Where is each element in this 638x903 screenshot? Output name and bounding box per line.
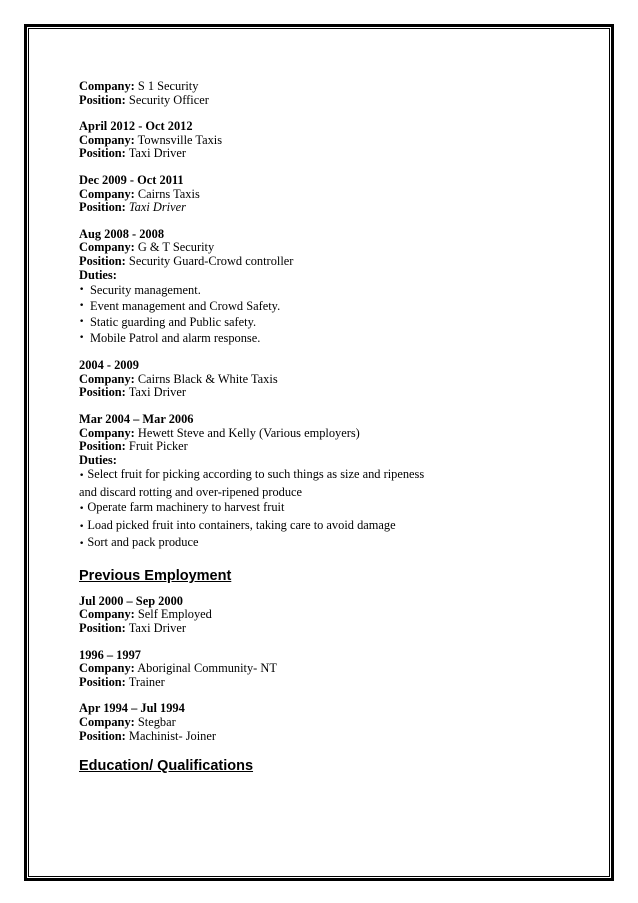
company-name: Self Employed (137, 607, 212, 622)
duty-text: Static guarding and Public safety. (90, 315, 257, 330)
duty-text: Event management and Crowd Safety. (90, 299, 281, 314)
employment-dates: 2004 - 2009 (79, 358, 139, 373)
duties-label: Duties: (79, 267, 117, 282)
duty-item (79, 535, 579, 553)
employment-entry (79, 174, 579, 215)
position-label: Position: (79, 728, 126, 743)
bullet-icon: • (79, 301, 85, 312)
company-line (79, 188, 579, 202)
employment-dates: 1996 – 1997 (79, 647, 141, 662)
position-label: Position: (79, 439, 126, 454)
position-label: Position: (79, 385, 126, 400)
company-name: Townsville Taxis (137, 132, 223, 147)
company-label: Company: (79, 425, 135, 440)
company-line (79, 608, 579, 622)
position-line (79, 676, 579, 690)
company-label: Company: (79, 714, 135, 729)
company-label: Company: (79, 132, 135, 147)
position-title: Taxi Driver (128, 200, 186, 215)
company-name: Cairns Black & White Taxis (137, 371, 278, 386)
position-line (79, 201, 579, 215)
employment-entry (79, 359, 579, 400)
duty-item (79, 282, 579, 298)
company-line (79, 241, 579, 255)
company-line (79, 662, 579, 676)
duty-text: Mobile Patrol and alarm response. (90, 331, 261, 346)
duty-text: Sort and pack produce (87, 535, 199, 550)
resume-content (79, 80, 579, 785)
company-line (79, 716, 579, 730)
company-line (79, 427, 579, 441)
company-name: S 1 Security (137, 79, 199, 93)
duty-item-continuation (79, 485, 579, 501)
duty-item (79, 518, 579, 536)
employment-dates: Mar 2004 – Mar 2006 (79, 411, 194, 426)
company-line (79, 134, 579, 148)
duty-item (79, 298, 579, 314)
duty-text: Security management. (90, 283, 201, 298)
position-label: Position: (79, 620, 126, 635)
duty-text: and discard rotting and over-ripened produce (79, 484, 303, 499)
position-title: Machinist- Joiner (128, 728, 216, 743)
position-title: Trainer (128, 674, 165, 689)
employment-dates: Dec 2009 - Oct 2011 (79, 172, 184, 187)
bullet-icon: • (79, 539, 85, 550)
duty-item (79, 330, 579, 346)
employment-dates: April 2012 - Oct 2012 (79, 119, 193, 134)
company-name: Hewett Steve and Kelly (Various employers) (137, 425, 360, 440)
employment-entry (79, 413, 579, 553)
section-heading-previous-employment: Previous Employment (79, 567, 232, 584)
position-title: Security Guard-Crowd controller (128, 253, 294, 268)
duties-list (79, 282, 579, 346)
position-line (79, 440, 579, 454)
bullet-icon: • (79, 471, 85, 482)
position-label: Position: (79, 92, 126, 107)
position-line (79, 622, 579, 636)
bullet-icon: • (79, 333, 85, 344)
company-label: Company: (79, 79, 135, 93)
company-label: Company: (79, 240, 135, 255)
company-name: Aboriginal Community- NT (137, 661, 277, 676)
company-label: Company: (79, 371, 135, 386)
employment-entry (79, 649, 579, 690)
bullet-icon: • (79, 504, 85, 515)
employment-dates: Aug 2008 - 2008 (79, 226, 165, 241)
bullet-icon: • (79, 285, 85, 296)
section-heading-education: Education/ Qualifications (79, 758, 254, 775)
bullet-icon: • (79, 521, 85, 532)
duty-text: Select fruit for picking according to such things as size and ripeness (87, 467, 425, 482)
duties-list (79, 467, 579, 553)
company-name: Cairns Taxis (137, 186, 200, 201)
duty-item (79, 467, 579, 485)
company-line (79, 80, 579, 94)
position-line (79, 147, 579, 161)
employment-entry (79, 80, 579, 107)
position-label: Position: (79, 200, 126, 215)
duty-text: Load picked fruit into containers, taking care to avoid damage (87, 517, 396, 532)
bullet-icon: • (79, 317, 85, 328)
company-label: Company: (79, 607, 135, 622)
position-title: Taxi Driver (128, 385, 186, 400)
duties-label: Duties: (79, 452, 117, 467)
position-title: Fruit Picker (128, 439, 188, 454)
position-line (79, 730, 579, 744)
company-line (79, 373, 579, 387)
employment-dates: Jul 2000 – Sep 2000 (79, 593, 183, 608)
position-line (79, 255, 579, 269)
duty-item (79, 314, 579, 330)
position-title: Security Officer (128, 92, 209, 107)
company-name: G & T Security (137, 240, 215, 255)
duty-item (79, 500, 579, 518)
position-label: Position: (79, 146, 126, 161)
position-label: Position: (79, 674, 126, 689)
company-name: Stegbar (137, 714, 176, 729)
company-label: Company: (79, 186, 135, 201)
duty-text: Operate farm machinery to harvest fruit (87, 500, 285, 515)
employment-entry (79, 228, 579, 346)
employment-dates: Apr 1994 – Jul 1994 (79, 701, 185, 716)
employment-entry (79, 702, 579, 743)
position-line (79, 386, 579, 400)
position-label: Position: (79, 253, 126, 268)
position-title: Taxi Driver (128, 620, 186, 635)
position-line (79, 94, 579, 108)
employment-entry (79, 595, 579, 636)
position-title: Taxi Driver (128, 146, 186, 161)
employment-entry (79, 120, 579, 161)
company-label: Company: (79, 661, 135, 676)
